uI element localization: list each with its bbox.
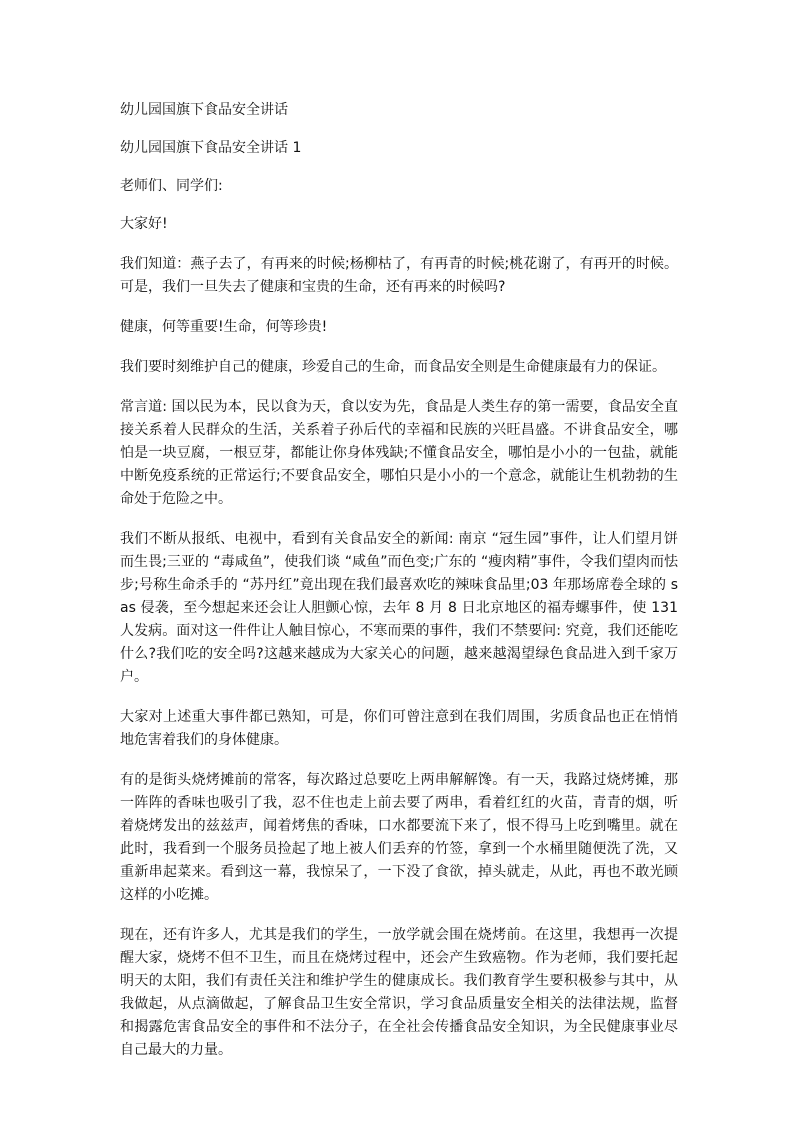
greeting: 大家好!	[120, 216, 168, 232]
paragraph-5: 我们不断从报纸、电视中，看到有关食品安全的新闻: 南京 “冠生园”事件，让人们望月饼而生畏;三亚的 “毒咸鱼”，使我们谈 “咸鱼”而色变;广东的 “瘦肉精”事件，令我们望肉而怯步;号称生命杀手的 “苏丹红”竟出现在我们最喜欢吃的辣味食品里;03 年那场席卷全球的 sas 侵袭，至今想起来还会让人胆颤心惊，去年 8 月 8 日北京地区的福寿螺事件，使 131 人发病。面对这一件件让人触目惊心，不寒而栗的事件，我们不禁要问: 究竟，我们还能吃什么?我们吃的安全吗?这越来越成为大家关心的问题，越来越渴望绿色食品进入到千家万户。	[120, 531, 678, 685]
paragraph-2: 健康，何等重要!生命，何等珍贵!	[120, 319, 328, 335]
document-title: 幼儿园国旗下食品安全讲话	[120, 102, 288, 118]
paragraph-8: 现在，还有许多人，尤其是我们的学生，一放学就会围在烧烤前。在这里，我想再一次提醒大家，烧烤不但不卫生，而且在烧烤过程中，还会产生致癌物。作为老师，我们要托起明天的太阳，我们有责任关注和维护学生的健康成长。我们教育学生要积极参与其中，从我做起，从点滴做起，了解食品卫生安全常识，学习食品质量安全相关的法律法规，监督和揭露危害食品安全的事件和不法分子，在全社会传播食品安全知识，为全民健康事业尽自己最大的力量。	[120, 927, 678, 1058]
paragraph-1: 我们知道：燕子去了，有再来的时候;杨柳枯了，有再青的时候;桃花谢了，有再开的时候。可是，我们一旦失去了健康和宝贵的生命，还有再来的时候吗?	[120, 256, 678, 295]
document-page	[120, 99, 678, 1062]
paragraph-3: 我们要时刻维护自己的健康，珍爱自己的生命，而食品安全则是生命健康最有力的保证。	[120, 359, 666, 375]
document-subtitle: 幼儿园国旗下食品安全讲话 1	[120, 140, 302, 156]
paragraph-4: 常言道: 国以民为本，民以食为天，食以安为先，食品是人类生存的第一需要，食品安全直接关系着人民群众的生活，关系着子孙后代的幸福和民族的兴旺昌盛。不讲食品安全，哪怕是一块豆腐，一根豆芽，都能让你身体残缺;不懂食品安全，哪怕是小小的一包盐，就能中断免疫系统的正常运行;不要食品安全，哪怕只是小小的一个意念，就能让生机勃勃的生命处于危险之中。	[120, 399, 678, 507]
paragraph-7: 有的是街头烧烤摊前的常客，每次路过总要吃上两串解解馋。有一天，我路过烧烤摊，那一阵阵的香味也吸引了我，忍不住也走上前去要了两串，看着红红的火苗，青青的烟，听着烧烤发出的兹兹声，闻着烤焦的香味，口水都要流下来了，恨不得马上吃到嘴里。就在此时，我看到一个服务员捡起了地上被人们丢弃的竹签，拿到一个水桶里随便洗了洗，又重新串起菜来。看到这一幕，我惊呆了，一下没了食欲，掉头就走，从此，再也不敢光顾这样的小吃摊。	[120, 772, 678, 903]
salutation: 老师们、同学们:	[120, 178, 223, 194]
paragraph-6: 大家对上述重大事件都已熟知，可是，你们可曾注意到在我们周围，劣质食品也正在悄悄地危害着我们的身体健康。	[120, 709, 678, 748]
